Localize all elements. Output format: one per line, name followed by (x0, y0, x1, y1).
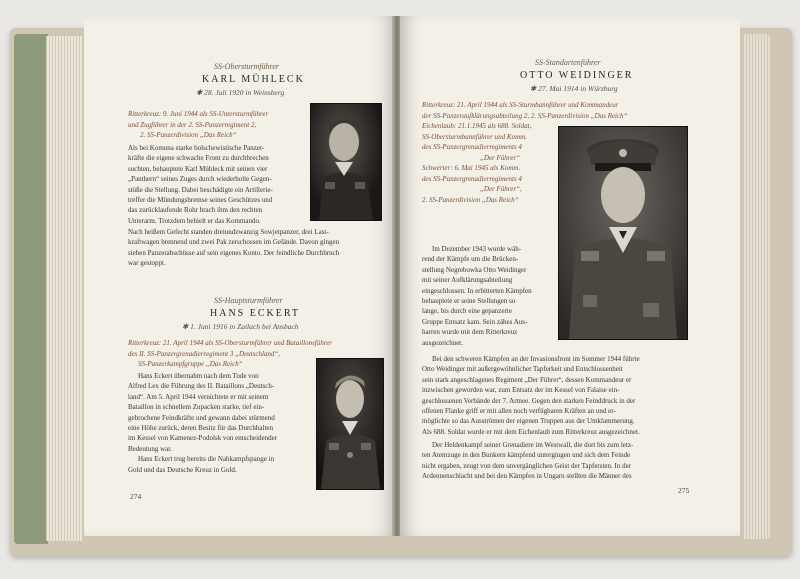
entry3-award-side (422, 121, 572, 205)
award-line: des SS-Panzergrenadierregiments 4 (422, 174, 522, 183)
body-line: land“. Am 5. April 1944 vernichtete er mit seinem (128, 392, 269, 401)
award-line: der SS-Panzeraufklärungsabteilung 2, 2. SS-Panzerdivision „Das Reich“ (422, 111, 628, 120)
body-line: lange, bis durch eine gepanzerte (422, 307, 512, 316)
hans-eckert-portrait (316, 358, 384, 490)
entry1-award (128, 109, 338, 141)
body-line: „Panthern“ seines Zuges durch wiederholte Gegen- (128, 175, 272, 184)
award-line: des SS-Panzergrenadierregiments 4 (422, 143, 522, 151)
body-line: Hans Eckert übernahm nach dem Tode von (138, 372, 259, 380)
award-line: SS-Obersturmbannführer und Komm. (422, 132, 527, 141)
body-line: Unterarm. Trotzdem behielt er das Kommando. (128, 216, 261, 225)
award-line: SS-Panzerkampfgruppe „Das Reich“ (138, 360, 243, 368)
body-line: sein stark angeschlagenes Regiment „Der Führer“, dessen Kommandeur er (422, 375, 632, 384)
body-line: kräfte die eigene schwache Front zu durchbrechen (128, 154, 269, 163)
entry3-body-long-1 (422, 354, 722, 437)
body-line: inzwischen geworden war, zum Entsatz der im Kessel von Falaise ein- (422, 386, 620, 395)
award-line: Ritterkreuz: 9. Juni 1944 als SS-Untersturmführer (128, 110, 269, 118)
right-page (400, 16, 740, 536)
otto-weidinger-portrait (558, 126, 688, 340)
entry3-award-top (422, 100, 732, 121)
body-line: behauptete er seine Stellungen so (422, 297, 516, 306)
body-line: das zurücklaufende Rohr brach ihm den rechten (128, 206, 263, 215)
entry1-rank: SS-Obersturmführer (214, 62, 280, 71)
body-line: Im Dezember 1943 wurde wäh- (432, 245, 522, 253)
entry1-born: ✱ 28. Juli 1920 in Weinsberg (196, 88, 285, 97)
award-line: „Der Führer“, (480, 185, 522, 193)
body-line: Bataillon in schnellem Zupacken starke, tief ein- (128, 403, 265, 412)
book-spine (14, 34, 48, 544)
award-line: Eichenlaub: 21.1.1945 als 688. Soldat, (422, 122, 532, 130)
body-line: möglichte so das Ausströmen der eigenen Truppen aus der Umklammerung. (422, 417, 635, 426)
entry2-name: HANS ECKERT (210, 308, 301, 319)
entry2-rank: SS-Hauptsturmführer (214, 296, 283, 305)
award-line: Ritterkreuz: 21. April 1944 als SS-Obersturmführer und Bataillonsführer (128, 339, 333, 347)
body-line: kraftwagen brennend und zwei Pak zerschossen im Gelände. Davon gingen (128, 238, 340, 247)
entry3-body-long-2 (422, 440, 722, 482)
body-line: ausgezeichnet. (422, 338, 464, 347)
award-line: des II. SS-Panzergrenadierregiment 3 „Deutschland“, (128, 349, 281, 358)
body-line: Alfred Lex die Führung des II. Bataillons „Deutsch- (128, 382, 275, 391)
body-line: nicht ergaben, zeugt von dem unvergänglichen Geist der Tapfersten. In der (422, 461, 632, 470)
body-line: rend der Kämpfe um die Brücken- (422, 255, 519, 264)
portrait-image (311, 104, 381, 220)
body-line: sieben Panzerabschüsse auf sein eigenes Konto. Der feindliche Durchbruch (128, 248, 340, 257)
body-line: Der Heldenkampf seiner Grenadiere im Westwall, die dort bis zum letz- (432, 441, 634, 449)
body-line: war gestoppt. (128, 259, 166, 268)
body-line: Nach heißem Gefecht standen dreiundzwanzig Sowjetpanzer, drei Last- (128, 228, 329, 236)
award-line: Schwerter: 6. Mai 1945 als Komm. (422, 164, 521, 172)
entry3-rank: SS-Standartenführer (535, 58, 601, 67)
left-page (84, 16, 394, 536)
page-number-left: 274 (130, 492, 142, 501)
body-line: Als 688. Soldat wurde er mit dem Eichenlaub zum Ritterkreuz ausgezeichnet. (422, 427, 640, 436)
body-line: Hans Eckert trug bereits die Nahkampfspange in (138, 455, 275, 464)
body-line: Bei den schweren Kämpfen an der Invasionsfront im Sommer 1944 führte (432, 355, 640, 363)
body-line: geschlossenen Verbände der 7. Armee. Gegen den starken Feinddruck in der (422, 396, 636, 405)
karl-muehleck-portrait (310, 103, 382, 221)
entry2-body (128, 371, 312, 475)
body-line: stöße die Stellung. Dabei beschädigte ein Artillerie- (128, 185, 273, 194)
body-line: harren wurde mit dem Ritterkreuz (422, 328, 518, 337)
body-line: eingeschlossen. In erbitterten Kämpfen (422, 286, 532, 295)
entry1-name: KARL MÜHLECK (202, 74, 305, 85)
body-line: Otto Weidinger mit außergewöhnlicher Tapferkeit und Entschlossenheit (422, 365, 623, 374)
body-line: Gruppe Entsatz kam. Sein zähes Aus- (422, 317, 528, 326)
body-line: treffer die Mündungsbremse seines Geschützes und (128, 196, 273, 205)
body-line: mit seiner Aufklärungsabteilung (422, 276, 513, 285)
body-line: suchten, behauptete Karl Mühleck mit seinen vier (128, 164, 268, 173)
award-line: „Der Führer“ (480, 153, 520, 162)
body-line: im Kessel von Kamenez-Podolsk von entscheidender (128, 434, 278, 443)
body-line: gebrochene Feindkräfte und gewann dabei stürmend (128, 413, 275, 422)
award-line: Ritterkreuz: 21. April 1944 als SS-Sturmbannführer und Kommandeur (422, 101, 619, 109)
portrait-image (559, 127, 687, 339)
entry3-body-short (422, 244, 554, 348)
left-page-edges (46, 36, 82, 541)
award-line: 2. SS-Panzerdivision „Das Reich“ (422, 195, 519, 204)
entry3-born: ✱ 27. Mai 1914 in Würzburg (530, 84, 618, 93)
page-number-right: 275 (678, 486, 690, 495)
right-page-edges (744, 34, 770, 539)
entry2-born: ✱ 1. Juni 1916 in Zailach bei Ansbach (182, 322, 299, 331)
body-line: ten Atemzuge in den Bunkern kämpfend untergingen und sich dem Feinde (422, 451, 631, 460)
body-line: Ardennenschlacht und bei den Kämpfen in Ungarn stellten die Männer des (422, 472, 632, 481)
portrait-image (317, 359, 383, 489)
award-line: 2. SS-Panzerdivision „Das Reich“ (140, 131, 237, 139)
body-line: Gold und das Deutsche Kreuz in Gold. (128, 465, 237, 474)
body-line: Bedeutung war. (128, 444, 172, 453)
body-line: offenen Flanke griff er mit allen noch verfügbaren Kräften an und er- (422, 407, 616, 416)
body-line: stellung Negrebowka Otto Weidinger (422, 265, 527, 274)
award-line: und Zugführer in der 2. SS-Panzerregiment 2, (128, 120, 257, 129)
body-line: eine Höhe zurück, deren Besitz für das Durchhalten (128, 424, 273, 433)
entry1-body-short (128, 143, 306, 226)
body-line: Als bei Komuna starke bolschewistische Panzer- (128, 144, 265, 152)
entry3-name: OTTO WEIDINGER (520, 70, 634, 81)
entry1-body-long (128, 227, 384, 269)
